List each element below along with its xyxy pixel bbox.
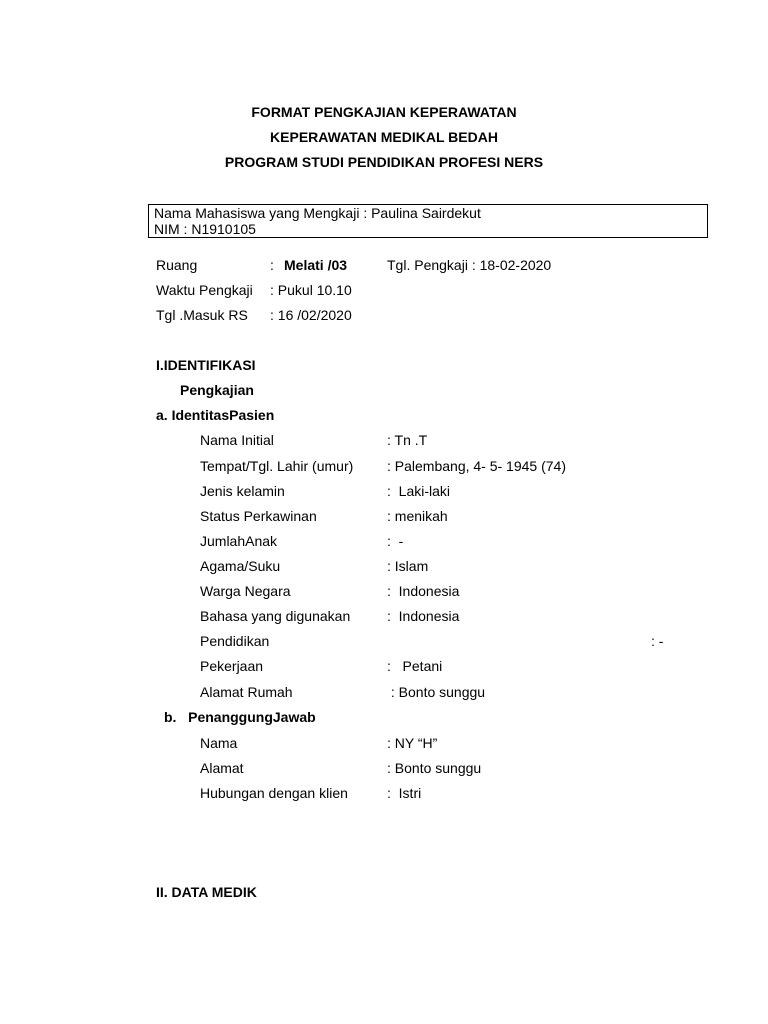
- field-value: : Indonesia: [387, 608, 460, 624]
- section-data-medik-heading: II. DATA MEDIK: [156, 884, 257, 900]
- field-value: : Petani: [387, 658, 443, 674]
- field-label: Status Perkawinan: [200, 508, 317, 524]
- program-title: PROGRAM STUDI PENDIDIKAN PROFESI NERS: [224, 154, 544, 170]
- field-value: : Istri: [387, 785, 422, 801]
- field-label: Nama: [200, 735, 238, 751]
- field-label: Agama/Suku: [200, 558, 281, 574]
- field-label: Nama Initial: [200, 432, 274, 448]
- tgl-pengkaji: Tgl. Pengkaji : 18-02-2020: [387, 257, 552, 273]
- pengkajian-subheading: Pengkajian: [180, 382, 254, 398]
- field-label: Jenis kelamin: [200, 483, 285, 499]
- section-identifikasi-heading: I.IDENTIFIKASI: [156, 357, 256, 373]
- field-label: Alamat: [200, 760, 244, 776]
- field-value: : -: [651, 633, 664, 649]
- field-label: Hubungan dengan klien: [200, 785, 348, 801]
- field-label: Alamat Rumah: [200, 684, 293, 700]
- field-value: : Laki-laki: [387, 483, 451, 499]
- field-value: : -: [387, 533, 404, 549]
- field-label: Pendidikan: [200, 633, 270, 649]
- field-value: : Palembang, 4- 5- 1945 (74): [387, 458, 566, 474]
- field-value: : menikah: [387, 508, 448, 524]
- masuk-value: : 16 /02/2020: [270, 307, 352, 323]
- field-value: : Bonto sunggu: [387, 684, 486, 700]
- masuk-label: Tgl .Masuk RS: [156, 307, 248, 323]
- field-value: : Tn .T: [387, 432, 428, 448]
- ruang-label: Ruang: [156, 257, 198, 273]
- field-value: : NY “H”: [387, 735, 438, 751]
- student-name: Nama Mahasiswa yang Mengkaji : Paulina Sairdekut: [154, 205, 481, 221]
- student-nim: NIM : N1910105: [154, 221, 256, 237]
- ruang-value: Melati /03: [284, 257, 348, 273]
- document-subtitle: KEPERAWATAN MEDIKAL BEDAH: [270, 129, 498, 145]
- field-label: JumlahAnak: [200, 533, 278, 549]
- field-value: : Indonesia: [387, 583, 460, 599]
- field-label: Bahasa yang digunakan: [200, 608, 351, 624]
- document-title: FORMAT PENGKAJIAN KEPERAWATAN: [251, 104, 517, 120]
- field-label: Tempat/Tgl. Lahir (umur): [200, 458, 354, 474]
- penanggung-jawab-heading: b. PenanggungJawab: [164, 709, 316, 725]
- identitas-pasien-heading: a. IdentitasPasien: [156, 407, 275, 423]
- field-label: Warga Negara: [200, 583, 291, 599]
- field-value: : Islam: [387, 558, 429, 574]
- waktu-label: Waktu Pengkaji: [156, 282, 253, 298]
- student-info-box: [148, 204, 708, 238]
- waktu-value: : Pukul 10.10: [270, 282, 352, 298]
- field-label: Pekerjaan: [200, 658, 264, 674]
- field-value: : Bonto sunggu: [387, 760, 482, 776]
- ruang-colon: :: [270, 257, 274, 273]
